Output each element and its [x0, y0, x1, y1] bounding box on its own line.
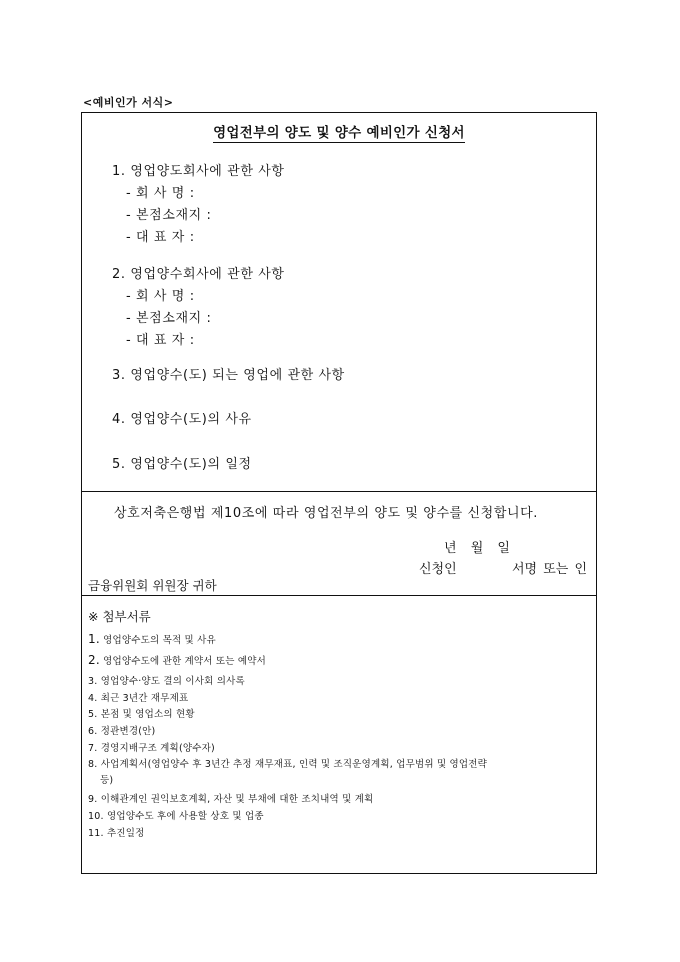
attachment-text: 영업양수·양도 결의 이사회 의사록: [100, 676, 245, 687]
attachment-num: 4.: [88, 693, 98, 704]
attachment-item: [88, 673, 245, 687]
attachment-text: 경영지배구조 계획(양수자): [100, 743, 215, 754]
attachment-text: 추진일정: [106, 828, 145, 839]
attachment-item: [88, 756, 592, 770]
section-2-heading: 2. 영업양수회사에 관한 사항: [112, 267, 285, 282]
request-statement: 상호저축은행법 제10조에 따라 영업전부의 양도 및 양수를 신청합니다.: [114, 506, 539, 521]
attachment-num: 2.: [88, 653, 100, 667]
attachment-text: 영업양수도의 목적 및 사유: [103, 635, 216, 646]
signature-label: 서명 또는 인: [512, 562, 588, 577]
attachment-item: [88, 791, 373, 805]
attachments-heading: ※ 첨부서류: [88, 609, 151, 624]
recipient: 금융위원회 위원장 귀하: [88, 578, 217, 593]
attachment-item: [88, 706, 195, 720]
attachment-num: 11.: [88, 828, 104, 839]
section-1-heading: 1. 영업양도회사에 관한 사항: [112, 164, 285, 179]
attachment-item: [88, 690, 188, 704]
attachment-item: [88, 825, 144, 839]
divider: [82, 595, 596, 596]
attachment-item: [88, 723, 155, 737]
section-1-representative: - 대 표 자 :: [126, 230, 195, 245]
form-title-text: 영업전부의 양도 및 양수 예비인가 신청서: [213, 125, 465, 141]
attachment-text: 영업양수도에 관한 계약서 또는 예약서: [103, 656, 267, 667]
attachment-num: 10.: [88, 811, 104, 822]
section-1-company-name: - 회 사 명 :: [126, 186, 195, 201]
attachment-num: 3.: [88, 676, 98, 687]
date-line: 년 월 일: [444, 541, 510, 556]
section-4-heading: 4. 영업양수(도)의 사유: [112, 412, 252, 427]
attachment-text: 이해관계인 권익보호계획, 자산 및 부채에 대한 조치내역 및 계획: [100, 794, 374, 805]
attachment-item: [88, 740, 215, 754]
form-caption: <예비인가 서식>: [83, 96, 174, 109]
applicant-label: 신청인: [419, 562, 457, 577]
attachment-num: 1.: [88, 632, 100, 646]
attachment-item: [88, 653, 266, 667]
attachment-item: [88, 808, 264, 822]
attachment-text: 최근 3년간 재무제표: [100, 693, 189, 704]
attachment-num: 7.: [88, 743, 98, 754]
section-2-head-office: - 본점소재지 :: [126, 311, 212, 326]
attachment-num: 8.: [88, 759, 98, 770]
section-2-representative: - 대 표 자 :: [126, 333, 195, 348]
section-1-head-office: - 본점소재지 :: [126, 208, 212, 223]
divider: [82, 491, 596, 492]
attachment-item: [88, 632, 216, 646]
application-form: [81, 112, 597, 874]
section-5-heading: 5. 영업양수(도)의 일정: [112, 457, 252, 472]
form-title: [82, 121, 596, 141]
section-3-heading: 3. 영업양수(도) 되는 영업에 관한 사항: [112, 368, 345, 383]
attachment-num: 6.: [88, 726, 98, 737]
attachment-num: 9.: [88, 794, 98, 805]
attachment-num: 5.: [88, 709, 98, 720]
attachment-text: 사업계획서(영업양수 후 3년간 추정 재무재표, 인력 및 조직운영계획, 업무범위 및 영업전략: [100, 759, 488, 770]
attachment-text: 정관변경(안): [100, 726, 156, 737]
section-2-company-name: - 회 사 명 :: [126, 289, 195, 304]
attachment-text: 본점 및 영업소의 현황: [100, 709, 195, 720]
attachment-item-continued: 등): [100, 775, 114, 786]
attachment-text: 영업양수도 후에 사용할 상호 및 업종: [106, 811, 264, 822]
